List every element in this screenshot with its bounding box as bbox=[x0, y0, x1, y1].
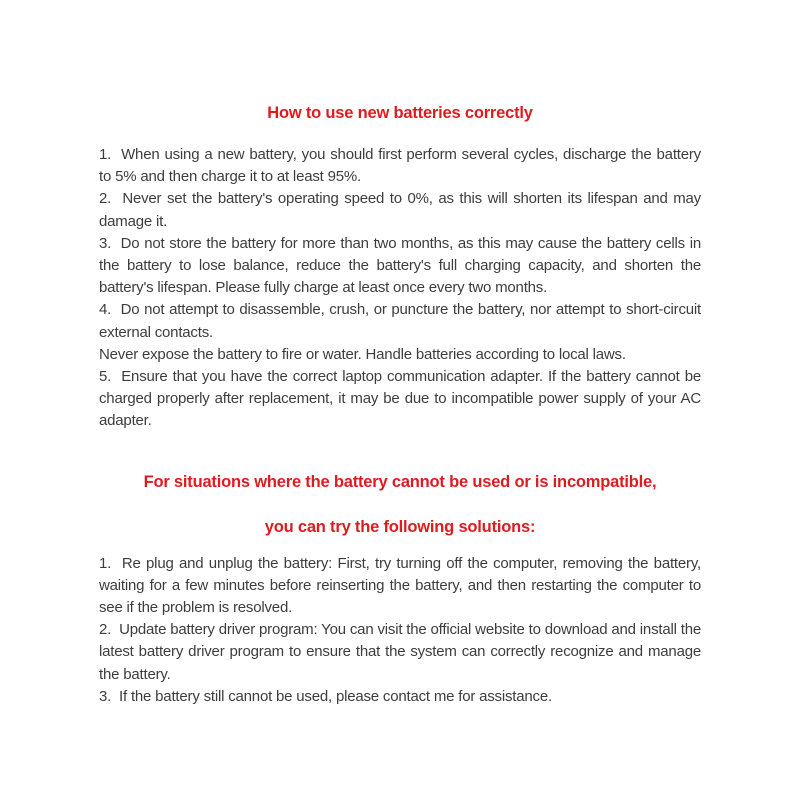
solution-paragraph-3: 3. If the battery still cannot be used, please contact me for assistance. bbox=[99, 687, 552, 705]
solution-paragraph-2: 2. Update battery driver program: You can visit the official website to download and install the latest battery driver program to ensure that the system can correctly recognize and manage the battery. bbox=[99, 621, 701, 683]
section1-title: How to use new batteries correctly bbox=[267, 104, 533, 122]
section2-body bbox=[99, 553, 701, 708]
section2-title-line1: For situations where the battery cannot be used or is incompatible, bbox=[143, 472, 657, 491]
instruction-paragraph-2: 2. Never set the battery's operating speed to 0%, as this will shorten its lifespan and may damage it. bbox=[99, 190, 701, 230]
instruction-paragraph-5: Never expose the battery to fire or water. Handle batteries according to local laws. bbox=[99, 345, 626, 363]
document-content bbox=[99, 0, 701, 708]
instruction-paragraph-6: 5. Ensure that you have the correct laptop communication adapter. If the battery cannot be charged properly after replacement, it may be due to incompatible power supply of your AC adapter. bbox=[99, 368, 701, 430]
solution-paragraph-1: 1. Re plug and unplug the battery: First, try turning off the computer, removing the battery, waiting for a few minutes before reinserting the battery, and then restarting the computer to see if the problem is resolved. bbox=[99, 554, 701, 617]
section1-body bbox=[99, 144, 701, 433]
section2-title-line2: you can try the following solutions: bbox=[264, 517, 536, 536]
instruction-paragraph-3: 3. Do not store the battery for more than two months, as this may cause the battery cells in the battery to lose balance, reduce the battery's full charging capacity, and shorten the battery's lifespan. Please fully charge at least once every two months. bbox=[99, 234, 701, 297]
instruction-paragraph-4: 4. Do not attempt to disassemble, crush, or puncture the battery, nor attempt to short-circuit external contacts. bbox=[99, 301, 701, 341]
instruction-paragraph-1: 1. When using a new battery, you should first perform several cycles, discharge the battery to 5% and then charge it to at least 95%. bbox=[99, 146, 701, 186]
